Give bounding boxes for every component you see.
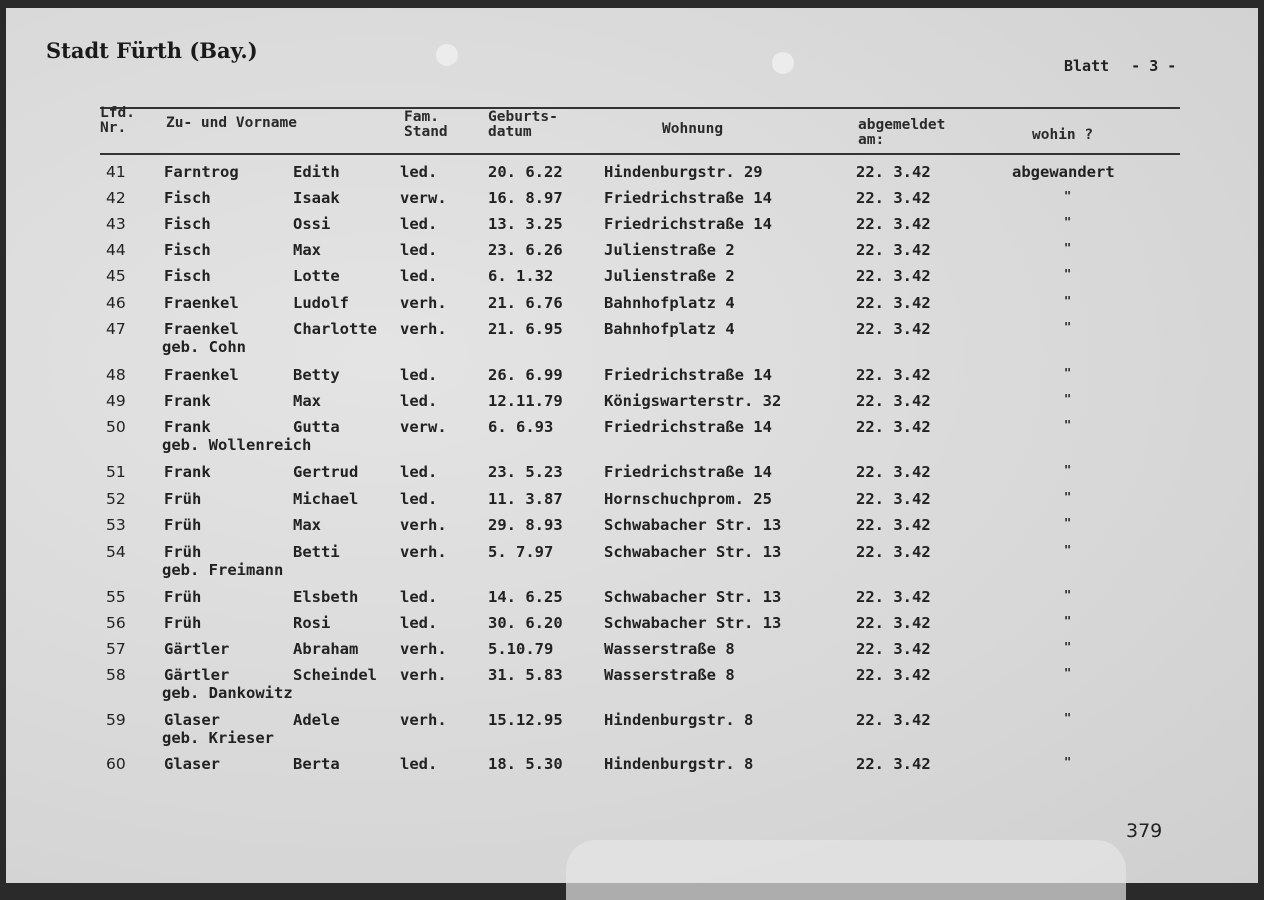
destination: abgewandert [1012,163,1115,181]
surname: Fraenkel [164,366,239,384]
first-name: Ludolf [293,294,349,312]
address: Julienstraße 2 [604,241,735,259]
birth-date: 5.10.79 [488,640,554,658]
destination: " [1064,215,1072,229]
destination: " [1064,267,1072,281]
deregistered-date: 22. 3.42 [856,215,931,233]
address: Hindenburgstr. 29 [604,163,763,181]
paper-spot [772,52,794,74]
surname: Glaser [164,755,220,773]
row-number: 43 [106,215,126,233]
table-row [6,543,1258,579]
table-top-rule [100,107,1180,109]
deregistered-date: 22. 3.42 [856,267,931,285]
destination: " [1064,490,1072,504]
family-status: verw. [400,189,447,207]
row-number: 44 [106,241,126,259]
destination: " [1064,711,1072,725]
table-row [6,418,1258,454]
deregistered-date: 22. 3.42 [856,711,931,729]
row-number: 53 [106,516,126,534]
row-number: 55 [106,588,126,606]
birth-date: 20. 6.22 [488,163,563,181]
header-abgemeldet [858,118,945,148]
surname: Gärtler [164,640,230,658]
first-name: Michael [293,490,359,508]
surname: Fisch [164,189,211,207]
deregistered-date: 22. 3.42 [856,543,931,561]
header-wohin: wohin ? [1032,127,1094,143]
family-status: verh. [400,666,447,684]
surname: Fisch [164,267,211,285]
family-status: led. [400,163,438,181]
birth-date: 29. 8.93 [488,516,563,534]
header-geburtsdatum [488,110,558,140]
surname: Früh [164,588,202,606]
first-name: Lotte [293,267,340,285]
family-status: verh. [400,711,447,729]
header-wohnung: Wohnung [662,121,724,137]
maiden-name: geb. Krieser [162,729,274,747]
first-name: Max [293,392,321,410]
destination: " [1064,516,1072,530]
address: Wasserstraße 8 [604,640,735,658]
family-status: led. [400,241,438,259]
destination: " [1064,294,1072,308]
row-number: 48 [106,366,126,384]
first-name: Abraham [293,640,359,658]
deregistered-date: 22. 3.42 [856,163,931,181]
maiden-name: geb. Wollenreich [162,436,312,454]
destination: " [1064,755,1072,769]
deregistered-date: 22. 3.42 [856,241,931,259]
address: Bahnhofplatz 4 [604,320,735,338]
family-status: led. [400,588,438,606]
surname: Fisch [164,215,211,233]
sheet-number [1064,57,1176,75]
document-page [6,8,1258,883]
table-row [6,516,1258,546]
address: Schwabacher Str. 13 [604,516,782,534]
header-abgemeldet-line1: abgemeldet [858,117,946,133]
family-status: led. [400,755,438,773]
table-header-rule [100,153,1180,155]
row-number: 57 [106,640,126,658]
destination: " [1064,366,1072,380]
destination: " [1064,418,1072,432]
header-fam: Fam. [404,109,439,125]
row-number: 50 [106,418,126,436]
row-number: 58 [106,666,126,684]
row-number: 59 [106,711,126,729]
birth-date: 15.12.95 [488,711,563,729]
address: Friedrichstraße 14 [604,463,772,481]
first-name: Max [293,241,321,259]
deregistered-date: 22. 3.42 [856,588,931,606]
family-status: verw. [400,418,447,436]
row-number: 60 [106,755,126,773]
row-number: 52 [106,490,126,508]
maiden-name: geb. Cohn [162,338,246,356]
destination: " [1064,543,1072,557]
deregistered-date: 22. 3.42 [856,490,931,508]
deregistered-date: 22. 3.42 [856,392,931,410]
destination: " [1064,614,1072,628]
deregistered-date: 22. 3.42 [856,640,931,658]
header-name: Zu- und Vorname [166,115,297,131]
address: Friedrichstraße 14 [604,418,772,436]
sheet-label: Blatt [1064,57,1110,75]
family-status: led. [400,215,438,233]
destination: " [1064,588,1072,602]
birth-date: 30. 6.20 [488,614,563,632]
destination: " [1064,241,1072,255]
header-lfd: Lfd. [100,105,135,121]
surname: Früh [164,543,202,561]
surname: Früh [164,490,202,508]
first-name: Betti [293,543,340,561]
deregistered-date: 22. 3.42 [856,516,931,534]
address: Friedrichstraße 14 [604,215,772,233]
row-number: 56 [106,614,126,632]
address: Friedrichstraße 14 [604,366,772,384]
table-row [6,666,1258,702]
destination: " [1064,640,1072,654]
maiden-name: geb. Dankowitz [162,684,293,702]
address: Hindenburgstr. 8 [604,711,754,729]
first-name: Edith [293,163,340,181]
address: Schwabacher Str. 13 [604,588,782,606]
header-nr: Nr. [100,120,127,136]
address: Hindenburgstr. 8 [604,755,754,773]
surname: Farntrog [164,163,239,181]
first-name: Gertrud [293,463,359,481]
birth-date: 18. 5.30 [488,755,563,773]
address: Julienstraße 2 [604,267,735,285]
paper-spot [436,44,458,66]
table-row [6,267,1258,297]
family-status: verh. [400,640,447,658]
paper-fold [566,840,1126,900]
first-name: Max [293,516,321,534]
header-datum: datum [488,124,532,140]
birth-date: 26. 6.99 [488,366,563,384]
address: Schwabacher Str. 13 [604,614,782,632]
row-number: 42 [106,189,126,207]
address: Wasserstraße 8 [604,666,735,684]
family-status: led. [400,392,438,410]
row-number: 54 [106,543,126,561]
deregistered-date: 22. 3.42 [856,189,931,207]
family-status: led. [400,267,438,285]
deregistered-date: 22. 3.42 [856,366,931,384]
address: Hornschuchprom. 25 [604,490,772,508]
row-number: 46 [106,294,126,312]
row-number: 51 [106,463,126,481]
destination: " [1064,666,1072,680]
destination: " [1064,189,1072,203]
first-name: Scheindel [293,666,377,684]
row-number: 47 [106,320,126,338]
surname: Frank [164,463,211,481]
family-status: led. [400,366,438,384]
page-number: 379 [1126,820,1163,842]
row-number: 49 [106,392,126,410]
first-name: Rosi [293,614,331,632]
surname: Frank [164,418,211,436]
birth-date: 11. 3.87 [488,490,563,508]
first-name: Adele [293,711,340,729]
family-status: led. [400,490,438,508]
surname: Früh [164,614,202,632]
family-status: led. [400,463,438,481]
deregistered-date: 22. 3.42 [856,294,931,312]
first-name: Gutta [293,418,340,436]
birth-date: 16. 8.97 [488,189,563,207]
birth-date: 13. 3.25 [488,215,563,233]
address: Friedrichstraße 14 [604,189,772,207]
row-number: 45 [106,267,126,285]
birth-date: 14. 6.25 [488,588,563,606]
surname: Fraenkel [164,294,239,312]
birth-date: 21. 6.95 [488,320,563,338]
family-status: verh. [400,516,447,534]
surname: Fraenkel [164,320,239,338]
address: Schwabacher Str. 13 [604,543,782,561]
birth-date: 23. 6.26 [488,241,563,259]
birth-date: 6. 1.32 [488,267,554,285]
table-row [6,320,1258,356]
birth-date: 6. 6.93 [488,418,554,436]
address: Bahnhofplatz 4 [604,294,735,312]
birth-date: 5. 7.97 [488,543,554,561]
table-row [6,463,1258,493]
surname: Frank [164,392,211,410]
table-row [6,711,1258,747]
family-status: led. [400,614,438,632]
city-title: Stadt Fürth (Bay.) [46,38,258,63]
address: Königswarterstr. 32 [604,392,782,410]
deregistered-date: 22. 3.42 [856,463,931,481]
deregistered-date: 22. 3.42 [856,614,931,632]
first-name: Ossi [293,215,331,233]
deregistered-date: 22. 3.42 [856,320,931,338]
header-stand: Stand [404,124,448,140]
header-abgemeldet-line2: am: [858,132,885,148]
surname: Glaser [164,711,220,729]
destination: " [1064,392,1072,406]
row-number: 41 [106,163,126,181]
birth-date: 12.11.79 [488,392,563,410]
surname: Gärtler [164,666,230,684]
family-status: verh. [400,294,447,312]
first-name: Isaak [293,189,340,207]
surname: Früh [164,516,202,534]
first-name: Berta [293,755,340,773]
surname: Fisch [164,241,211,259]
deregistered-date: 22. 3.42 [856,666,931,684]
birth-date: 21. 6.76 [488,294,563,312]
sheet-value: - 3 - [1131,57,1177,75]
header-geburts: Geburts- [488,109,558,125]
first-name: Charlotte [293,320,377,338]
maiden-name: geb. Freimann [162,561,284,579]
destination: " [1064,463,1072,477]
deregistered-date: 22. 3.42 [856,755,931,773]
birth-date: 31. 5.83 [488,666,563,684]
destination: " [1064,320,1072,334]
first-name: Betty [293,366,340,384]
header-fam-stand [404,110,448,140]
birth-date: 23. 5.23 [488,463,563,481]
table-row [6,755,1258,785]
header-lfd-nr [100,106,135,136]
first-name: Elsbeth [293,588,359,606]
deregistered-date: 22. 3.42 [856,418,931,436]
family-status: verh. [400,320,447,338]
family-status: verh. [400,543,447,561]
